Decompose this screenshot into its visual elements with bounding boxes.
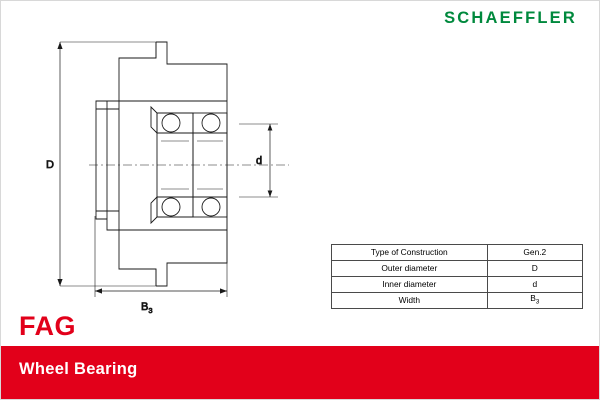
hub-cross-section bbox=[96, 42, 227, 286]
label-width: $B_3$ bbox=[141, 301, 153, 315]
label-outer-diameter: D bbox=[46, 159, 54, 171]
schaeffler-logo: SCHAEFFLER bbox=[444, 9, 577, 27]
spec-value-width: $B_3$ bbox=[487, 293, 582, 309]
spec-label-outer-diameter: Outer diameter bbox=[332, 261, 488, 277]
table-row bbox=[332, 293, 583, 309]
spec-label-type-of-construction: Type of Construction bbox=[332, 245, 488, 261]
fag-logo: FAG bbox=[19, 311, 77, 341]
dimension-line-width bbox=[95, 216, 227, 297]
table-row bbox=[332, 277, 583, 293]
table-row bbox=[332, 261, 583, 277]
spec-value-outer-diameter: D bbox=[487, 261, 582, 277]
spec-label-inner-diameter: Inner diameter bbox=[332, 277, 488, 293]
label-inner-diameter: d bbox=[256, 155, 263, 167]
spec-value-inner-diameter: d bbox=[487, 277, 582, 293]
spec-label-width: Width bbox=[332, 293, 488, 309]
table-row bbox=[332, 245, 583, 261]
product-title: Wheel Bearing bbox=[19, 360, 138, 378]
spec-value-type-of-construction: Gen.2 bbox=[487, 245, 582, 261]
footer-bar bbox=[1, 346, 599, 399]
specification-table bbox=[331, 244, 583, 309]
